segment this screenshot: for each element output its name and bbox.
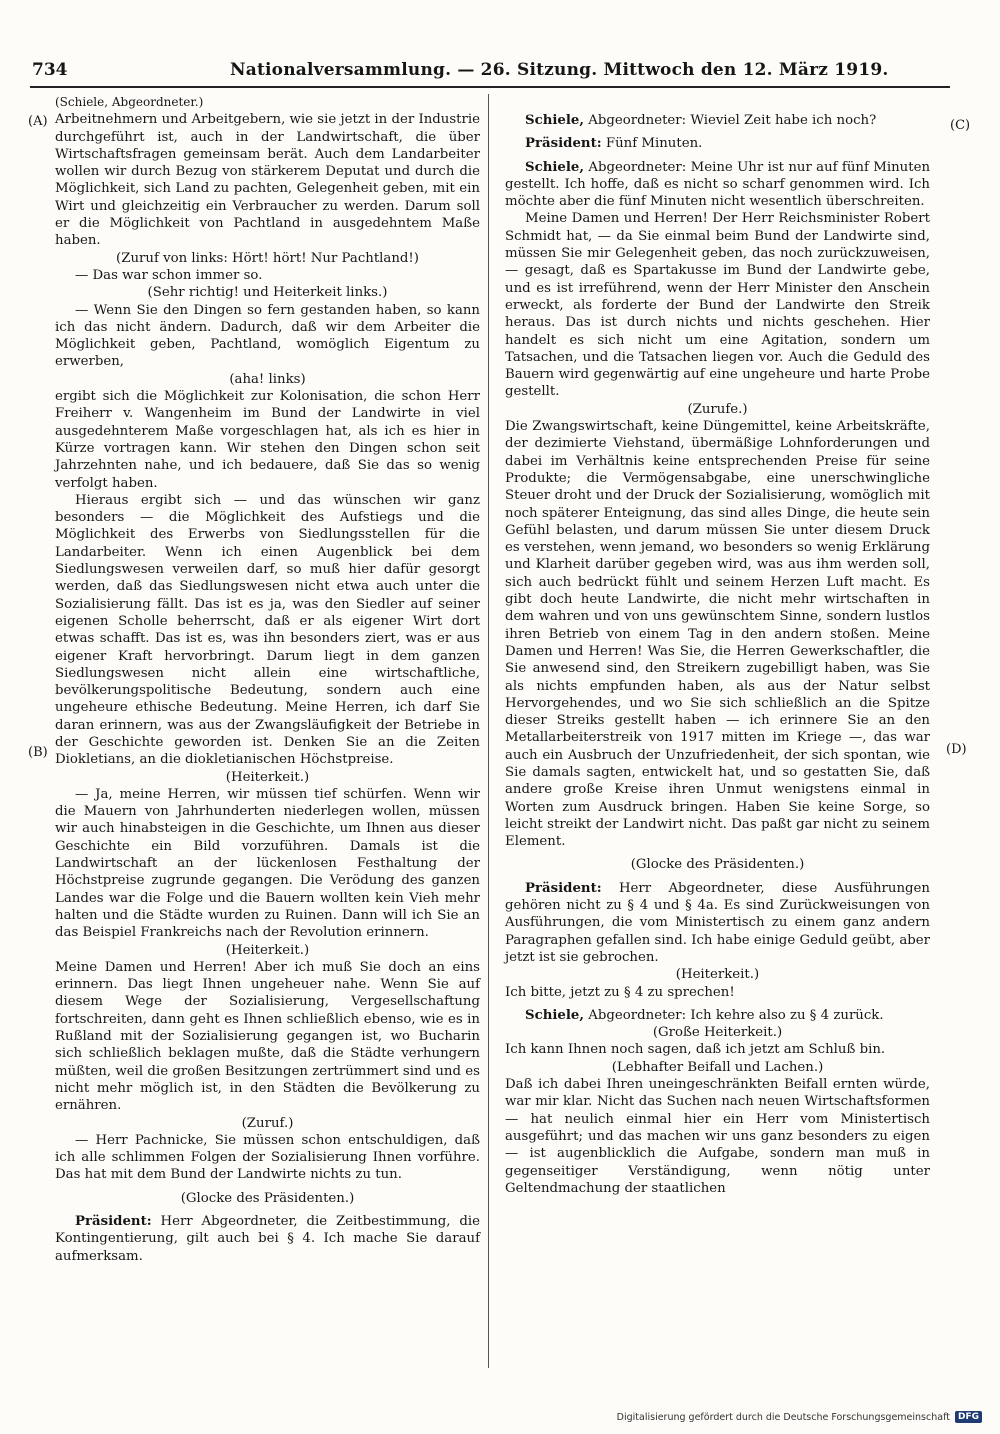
speaker-paragraph <box>505 1007 930 1024</box>
speaker-name: Schiele, <box>525 113 585 128</box>
speaker-name: Schiele, <box>525 159 585 175</box>
interjection: (Zurufe.) <box>687 401 748 417</box>
credit-text: Digitalisierung gefördert durch die Deutsche Forschungsgemeinschaft <box>616 1411 950 1423</box>
interjection: (Große Heiterkeit.) <box>652 1025 783 1041</box>
speech-text: Herr Abgeordneter, diese Ausführungen gehören nicht zu § 4 und § 4a. Es sind Zurückweisungen von Ausführungen, die vom Ministertisch zu einem ganz andern Paragraphen gefallen sind. Ich habe einige Geduld geübt, aber jetzt ist sie gebrochen. <box>505 880 930 965</box>
interjection: (Glocke des Präsidenten.) <box>180 1190 355 1206</box>
interjection: (Glocke des Präsidenten.) <box>630 857 805 873</box>
interjection: (Heiterkeit.) <box>225 942 310 958</box>
speaker-name: Präsident: <box>75 1214 152 1229</box>
paragraph: Ich kann Ihnen noch sagen, daß ich jetzt am Schluß bin. <box>505 1042 886 1058</box>
paragraph: — Ja, meine Herren, wir müssen tief schürfen. Wenn wir die Mauern von Jahrhunderten niederlegen wollen, müssen wir auch hinabsteigen in die Geschichte, um Ihnen aus dieser Geschichte ein Bild vorzuführen. Damals ist die Landwirtschaft an der lückenlosen Festhaltung der Höchstpreise zugrunde gegangen. Die Verödung des ganzen Landes war die Folge und die Bauern wollten kein Vieh mehr halten und die Städte wurden zu Ruinen. Dann will ich Sie an das Beispiel Frankreichs nach der Revolution erinnern. <box>55 786 480 941</box>
speech-text: Abgeordneter: Ich kehre also zu § 4 zurück. <box>588 1007 884 1023</box>
speech-text: Herr Abgeordneter, die Zeitbestimmung, die Kontingentierung, gilt auch bei § 4. Ich mache Sie darauf aufmerksam. <box>55 1214 480 1264</box>
interjection: (Sehr richtig! und Heiterkeit links.) <box>147 285 388 301</box>
speech-text: Fünf Minuten. <box>605 136 703 152</box>
speaker-name: Präsident: <box>525 136 602 152</box>
paragraph: Meine Damen und Herren! Aber ich muß Sie doch an eins erinnern. Das liegt Ihnen ungeheuer nahe. Wenn Sie auf diesem Wege der Sozialisierung, Vergesellschaftung fortschreiten, dann geht es Ihnen schließlich ebenso, wie es in Rußland mit der Sozialisierung gegangen ist, wo Bucharin sich schließlich beklagen mußte, daß die Städte verhungern müßten, weil die großen Besitzungen zertrümmert sind und es nicht mehr möglich ist, in den Städten die Bevölkerung zu ernähren. <box>55 959 480 1114</box>
paragraph: — Wenn Sie den Dingen so fern gestanden haben, so kann ich das nicht ändern. Dadurch, daß wir dem Arbeiter die Möglichkeit geben, Pachtland, womöglich Eigentum zu erwerben, <box>55 302 480 370</box>
paragraph: ergibt sich die Möglichkeit zur Kolonisation, die schon Herr Freiherr v. Wangenheim im Bund der Landwirte in viel ausgedehnterem Maße vorgeschlagen hat, als ich es hier in Kürze vortragen kann. Wir stehen den Dingen schon seit Jahrzehnten nahe, und ich bedauere, daß Sie das so wenig verfolgt haben. <box>55 389 480 491</box>
left-column <box>55 94 480 1265</box>
speaker-note: (Schiele, Abgeordneter.) <box>55 95 204 109</box>
paragraph: Meine Damen und Herren! Der Herr Reichsminister Robert Schmidt hat, — da Sie einmal beim Bund der Landwirte sind, müssen Sie mir Gelegenheit geben, das noch zurückzuweisen, — gesagt, daß es Spartakusse im Bund der Landwirte gebe, und es ist irreführend, wenn der Herr Minister den Anschein erweckt, als forderte der Bund der Landwirte den Streik heraus. Das ist durch nichts und nichts geschehen. Hier handelt es sich nicht um eine Agitation, sondern um Tatsachen, und die Tatsachen liegen vor. Auch die Geduld des Bauern wird gegenwärtig auf eine ungeheure und harte Probe gestellt. <box>505 211 930 400</box>
paragraph: Daß ich dabei Ihren uneingeschränkten Beifall ernten würde, war mir klar. Nicht das Suchen nach neuen Wirtschaftsformen — hat neulich einmal hier ein Herr vom Ministertisch ausgeführt; und das machen wir uns ganz besonders zu eigen — ist augenblicklich die Aufgabe, sondern man muß in gegenseitiger Verständigung, wenn nötig unter Geltendmachung der staatlichen <box>505 1077 930 1196</box>
margin-mark-a: (A) <box>28 114 48 129</box>
interjection: (aha! links) <box>229 371 306 387</box>
paragraph: — Herr Pachnicke, Sie müssen schon entschuldigen, daß ich alle schlimmen Folgen der Sozialisierung Ihnen vorführe. Das hat mit dem Bund der Landwirte nichts zu tun. <box>55 1132 480 1183</box>
margin-mark-d: (D) <box>946 742 967 757</box>
speaker-paragraph <box>505 880 930 966</box>
speaker-paragraph <box>505 135 930 152</box>
right-column <box>505 112 930 1197</box>
interjection: (Heiterkeit.) <box>675 967 760 983</box>
margin-mark-b: (B) <box>28 745 48 760</box>
speaker-name: Schiele, <box>525 1007 585 1023</box>
margin-mark-c: (C) <box>950 118 971 133</box>
paragraph: — Das war schon immer so. <box>75 267 263 283</box>
digitization-credit <box>617 1411 982 1423</box>
paragraph: Hieraus ergibt sich — und das wünschen wir ganz besonders — die Möglichkeit des Aufstiegs und die Möglichkeit des Erwerbs von Siedlungsstellen für die Landarbeiter. Wenn ich einen Augenblick bei dem Siedlungswesen verweilen darf, so muß hier dafür gesorgt werden, daß das Siedlungswesen nicht etwa auch unter die Sozialisierung fällt. Das ist es ja, was den Siedler auf seiner eigenen Scholle beherrscht, daß er als eigener Wirt dort etwas schafft. Das ist es, was ihn besonders ziert, was er aus eigener Kraft hervorbringt. Darum liegt in dem ganzen Siedlungswesen nicht allein eine wirtschaftliche, bevölkerungspolitische Bedeutung, sondern auch eine ungeheure ethische Bedeutung. Meine Herren, ich darf Sie daran erinnern, was aus der Zwangsläufigkeit der Betriebe in der Geschichte geworden ist. Denken Sie an die Zeiten Diokletians, an die diokletianischen Höchstpreise. <box>55 492 480 768</box>
speaker-paragraph <box>505 112 930 129</box>
speech-text: Abgeordneter: Wieviel Zeit habe ich noch? <box>588 113 877 128</box>
speaker-paragraph <box>505 159 930 211</box>
dfg-logo-icon: DFG <box>955 1411 982 1423</box>
running-title: Nationalversammlung. — 26. Sitzung. Mittwoch den 12. März 1919. <box>230 60 889 80</box>
interjection: (Lebhafter Beifall und Lachen.) <box>611 1059 824 1075</box>
interjection: (Heiterkeit.) <box>225 769 310 785</box>
paragraph: Arbeitnehmern und Arbeitgebern, wie sie jetzt in der Industrie durchgeführt ist, auch in der Landwirtschaft, die über Wirtschaftsfragen gemeinsam berät. Auch dem Landarbeiter wollen wir durch Bezug von stärkerem Deputat und durch die Möglichkeit, sich Land zu pachten, Gelegenheit geben, mit ein Wirt und gleichzeitig ein Verbraucher zu werden. Darum soll er die Möglichkeit von Pachtland in ausgedehntem Maße haben. <box>55 112 480 249</box>
paragraph: Die Zwangswirtschaft, keine Düngemittel, keine Arbeitskräfte, der dezimierte Viehstand, übermäßige Lohnforderungen und dabei im Verhältnis keine entsprechenden Preise für seine Produkte; die Vermögensabgabe, eine unerschwingliche Steuer droht und der Druck der Sozialisierung, womöglich mit noch späterer Enteignung, das sind alles Dinge, die heute sein Gefühl belasten, und darum müssen Sie unter diesem Druck es verstehen, wenn jemand, wo besonders so wenig Erklärung und Klarheit darüber gegeben wird, was aus ihm werden soll, sich auch bedrückt fühlt und seinem Herzen Luft macht. Es gibt doch heute Landwirte, die nicht mehr wirtschaften in dem wahren und von uns gewünschtem Sinne, sondern lustlos ihren Betrieb von einem Tag in den andern stoßen. Meine Damen und Herren! Was Sie, die Herren Gewerkschaftler, die Sie anwesend sind, den Streikern zugebilligt haben, was Sie als nichts empfunden haben, als aus der Natur selbst Hervorgehendes, und wo Sie sich schließlich an die Spitze dieser Streiks gestellt haben — ich erinnere Sie an den Metallarbeiterstreik von 1917 mitten im Kriege —, das war auch ein Ausbruch der Unzufriedenheit, der sich spontan, wie Sie damals sagten, entwickelt hat, und so gestatten Sie, daß andere große Kreise ihren Unmut wenigstens einmal in Worten zum Ausdruck bringen. Haben Sie keine Sorge, so leicht streikt der Landwirt nicht. Das paßt gar nicht zu seinem Element. <box>505 419 930 850</box>
column-divider <box>488 94 489 1368</box>
interjection: (Zuruf von links: Hört! hört! Nur Pachtland!) <box>116 250 419 266</box>
speaker-paragraph <box>55 1213 480 1265</box>
page-number: 734 <box>32 60 68 80</box>
paragraph: Ich bitte, jetzt zu § 4 zu sprechen! <box>505 984 735 1000</box>
speaker-name: Präsident: <box>525 880 602 896</box>
running-header <box>30 60 950 88</box>
speech-text: Abgeordneter: Meine Uhr ist nur auf fünf Minuten gestellt. Ich hoffe, daß es nicht so scharf genommen wird. Ich möchte aber die fünf Minuten nicht wesentlich überschreiten. <box>505 159 931 210</box>
interjection: (Zuruf.) <box>241 1115 294 1131</box>
